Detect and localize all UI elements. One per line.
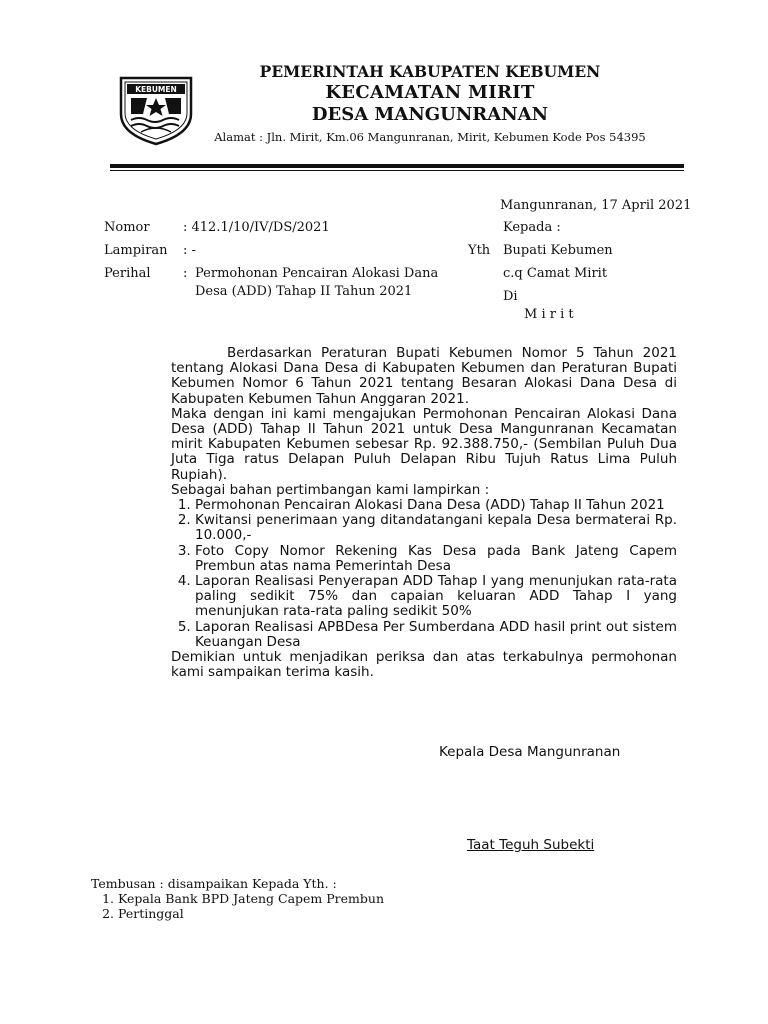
body-paragraph-1: Berdasarkan Peraturan Bupati Kebumen Nomor 5 Tahun 2021 tentang Alokasi Dana Desa di Kabupaten Kebumen dan Peraturan Bupati Kebumen Nomor 6 Tahun 2021 tentang Besaran Alokasi Dana Desa di Kabupaten Kebumen Tahun Anggaran 2021. [171,345,677,407]
attachment-item: 5. Laporan Realisasi APBDesa Per Sumberdana ADD hasil print out sistem Keuangan Desa [195,620,677,650]
letterhead-divider-thin [110,170,684,171]
perihal-line-2: Desa (ADD) Tahap II Tahun 2021 [195,284,413,299]
recipient-di: Di [503,289,518,304]
cc-heading: Tembusan : disampaikan Kepada Yth. : [91,876,337,891]
signature-title: Kepala Desa Mangunranan [439,744,621,760]
nomor-label: Nomor [104,220,150,235]
header-government: PEMERINTAH KABUPATEN KEBUMEN [259,62,601,81]
recipient-yth: Yth [468,243,491,258]
cc-item: 2. Pertinggal [118,906,384,921]
cc-list [96,891,384,921]
svg-text:KEBUMEN: KEBUMEN [135,85,177,94]
perihal-colon: : [183,266,188,281]
perihal-line-1: Permohonan Pencairan Alokasi Dana [195,266,439,281]
recipient-place: M i r i t [524,307,574,322]
lampiran-label: Lampiran [104,243,168,258]
perihal-label: Perihal [104,266,151,281]
nomor-value: : 412.1/10/IV/DS/2021 [183,220,330,235]
body-paragraph-3: Sebagai bahan pertimbangan kami lampirkan : [171,481,490,498]
recipient-cq: c.q Camat Mirit [503,266,608,281]
attachment-item: 3. Foto Copy Nomor Rekening Kas Desa pada Bank Jateng Capem Prembun atas nama Pemerintah Desa [195,544,677,574]
letter-body [171,346,677,680]
attachment-item: 4. Laporan Realisasi Penyerapan ADD Tahap I yang menunjukan rata-rata paling sedikit 75% dan capaian keluaran ADD Tahap I yang menunjukan rata-rata paling sedikit 50% [195,574,677,620]
body-closing: Demikian untuk menjadikan periksa dan atas terkabulnya permohonan kami sampaikan terima kasih. [171,649,677,681]
recipient-name: Bupati Kebumen [503,243,613,258]
cc-item: 1. Kepala Bank BPD Jateng Capem Prembun [118,891,384,906]
header-address: Alamat : Jln. Mirit, Km.06 Mangunranan, Mirit, Kebumen Kode Pos 54395 [214,130,646,144]
attachment-list [171,498,677,650]
header-village: DESA MANGUNRANAN [311,104,549,125]
lampiran-value: : - [183,243,196,258]
recipient-kepada: Kepada : [503,220,561,235]
signature-name: Taat Teguh Subekti [467,837,595,853]
place-date: Mangunranan, 17 April 2021 [500,198,692,213]
letterhead-divider-thick [110,164,684,168]
header-district: KECAMATAN MIRIT [325,82,535,103]
attachment-item: 2. Kwitansi penerimaan yang ditandatangani kepala Desa bermaterai Rp. 10.000,- [195,513,677,543]
attachment-item: 1. Permohonan Pencairan Alokasi Dana Desa (ADD) Tahap II Tahun 2021 [195,498,677,513]
body-paragraph-2: Maka dengan ini kami mengajukan Permohonan Pencairan Alokasi Dana Desa (ADD) Tahap II Tahun 2021 untuk Desa Mangunranan Kecamatan mirit Kabupaten Kebumen sebesar Rp. 92.388.750,- (Sembilan Puluh Dua Juta Tiga ratus Delapan Puluh Delapan Ribu Tujuh Ratus Lima Puluh Rupiah). [171,405,677,483]
